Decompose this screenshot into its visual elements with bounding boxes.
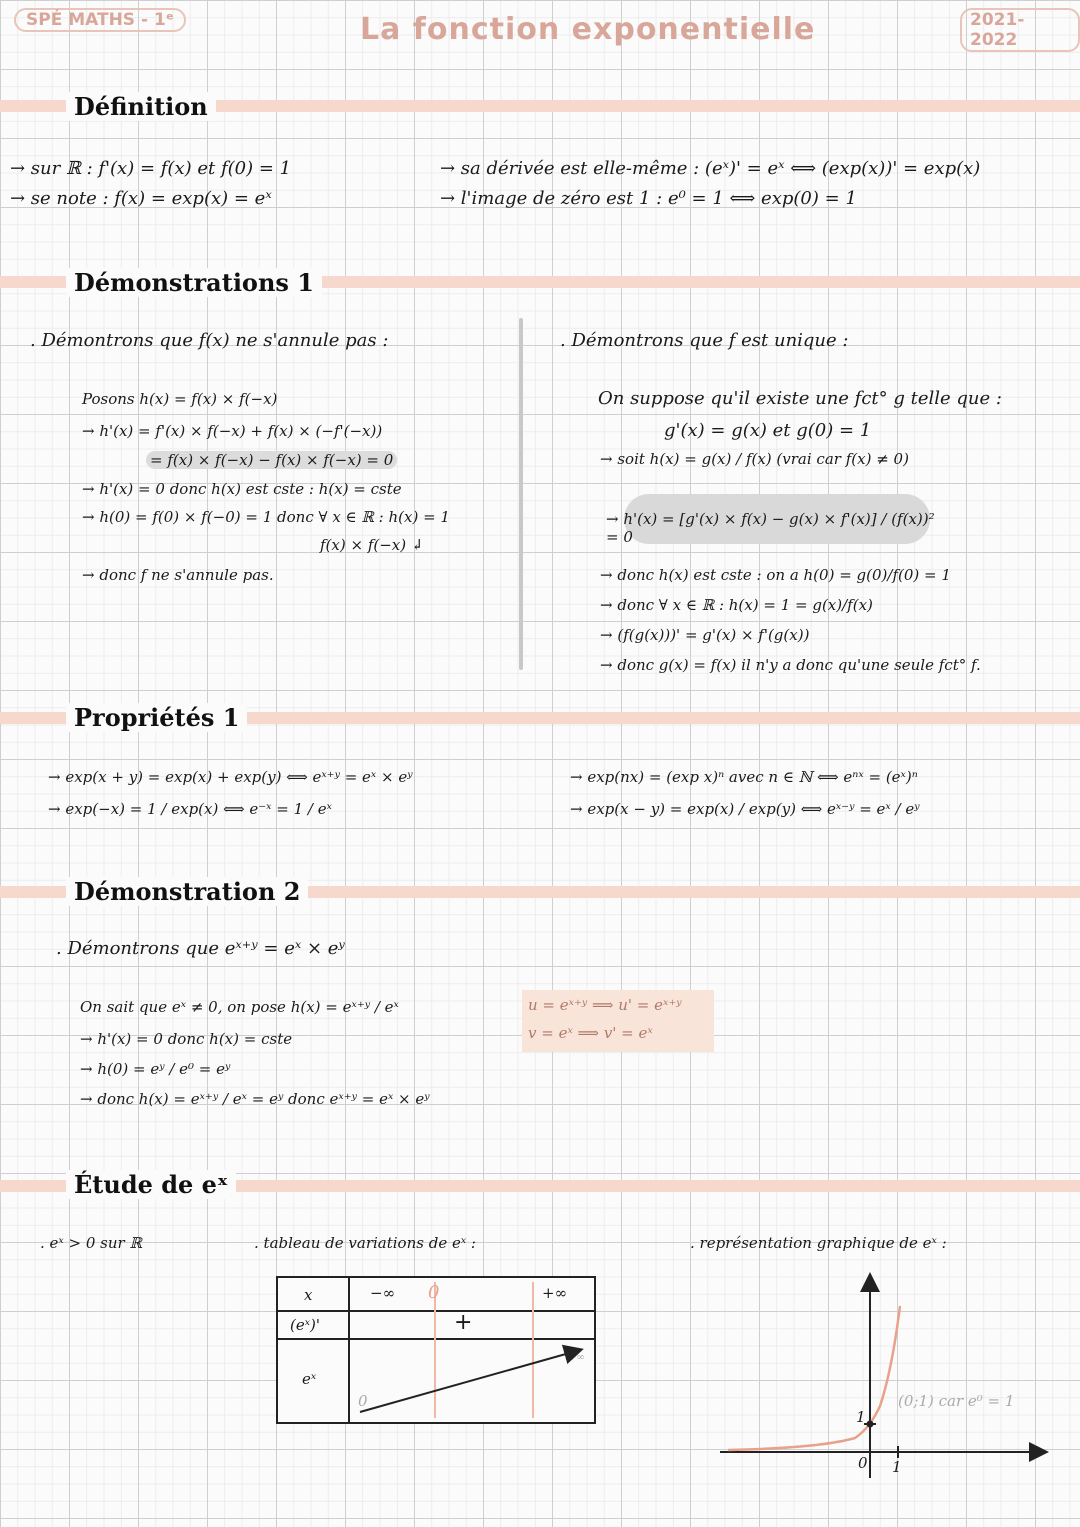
heading-demo2: Démonstration 2 xyxy=(66,877,308,906)
table-zero: 0 xyxy=(428,1282,440,1303)
definition-right-line2: → l'image de zéro est 1 : e⁰ = 1 ⟺ exp(0) = 1 xyxy=(440,188,857,209)
table-low-value: 0 xyxy=(358,1392,368,1410)
variation-table-title: . tableau de variations de eˣ : xyxy=(254,1234,476,1252)
demo1-left-line: → h(0) = f(0) × f(−0) = 1 donc ∀ x ∈ ℝ : h(x) = 1 xyxy=(82,508,450,526)
heading-props1: Propriétés 1 xyxy=(66,703,247,732)
demo1-left-line: Posons h(x) = f(x) × f(−x) xyxy=(82,390,278,408)
variation-table xyxy=(276,1276,596,1424)
table-row-x: x xyxy=(304,1286,313,1304)
table-row-function: eˣ xyxy=(302,1370,317,1388)
demo1-right-line: On suppose qu'il existe une fct° g telle que : xyxy=(598,388,1002,409)
sidenote-v: v = eˣ ⟹ v' = eˣ xyxy=(528,1024,653,1042)
column-divider xyxy=(519,318,523,670)
demo2-line: → h(0) = eʸ / e⁰ = eʸ xyxy=(80,1060,231,1078)
heading-demo1: Démonstrations 1 xyxy=(66,268,322,297)
course-label: SPÉ MATHS - 1ᵉ xyxy=(14,8,186,32)
demo1-right-title: . Démontrons que f est unique : xyxy=(560,330,849,351)
demo2-line: → donc h(x) = eˣ⁺ʸ / eˣ = eʸ donc eˣ⁺ʸ = eˣ × eʸ xyxy=(80,1090,430,1108)
graph-point-label: (0;1) car e⁰ = 1 xyxy=(898,1392,1015,1410)
demo1-right-line: → h'(x) = [g'(x) × f(x) − g(x) × f'(x)] / (f(x))² = 0 xyxy=(606,510,935,546)
increasing-arrow xyxy=(350,1340,594,1422)
graph-x-tick-label: 1 xyxy=(892,1458,902,1476)
demo1-left-line: f(x) × f(−x) ↲ xyxy=(320,536,424,554)
props1-right-line2: → exp(x − y) = exp(x) / exp(y) ⟺ eˣ⁻ʸ = eˣ / eʸ xyxy=(570,800,920,818)
heading-definition: Définition xyxy=(66,92,216,121)
demo1-left-title: . Démontrons que f(x) ne s'annule pas : xyxy=(30,330,389,351)
demo1-left-line: → h'(x) = 0 donc h(x) est cste : h(x) = cste xyxy=(82,480,402,498)
derivative-sign: + xyxy=(454,1310,473,1335)
demo1-right-line: → soit h(x) = g(x) / f(x) (vrai car f(x) ≠ 0) xyxy=(600,450,909,468)
demo1-right-line: → (f(g(x)))' = g'(x) × f'(g(x)) xyxy=(600,626,810,644)
props1-left-line1: → exp(x + y) = exp(x) + exp(y) ⟺ eˣ⁺ʸ = eˣ × eʸ xyxy=(48,768,413,786)
sidenote-u: u = eˣ⁺ʸ ⟹ u' = eˣ⁺ʸ xyxy=(528,996,682,1014)
demo1-right-line: → donc g(x) = f(x) il n'y a donc qu'une seule fct° f. xyxy=(600,656,981,674)
table-minus-infinity: −∞ xyxy=(370,1284,396,1302)
graph-origin-label: 0 xyxy=(858,1454,868,1472)
demo1-right-line: g'(x) = g(x) et g(0) = 1 xyxy=(664,420,872,441)
demo1-right-line: → donc ∀ x ∈ ℝ : h(x) = 1 = g(x)/f(x) xyxy=(600,596,873,614)
graph-y-tick-label: 1 xyxy=(856,1408,866,1426)
definition-right-line1: → sa dérivée est elle-même : (eˣ)' = eˣ ⟺ (exp(x))' = exp(x) xyxy=(440,158,981,179)
page-title: La fonction exponentielle xyxy=(360,12,816,47)
school-year: 2021-2022 xyxy=(960,8,1080,52)
demo1-left-line: = f(x) × f(−x) − f(x) × f(−x) = 0 xyxy=(146,451,397,469)
demo1-left-line: → h'(x) = f'(x) × f(−x) + f(x) × (−f'(−x)) xyxy=(82,422,383,440)
exp-curve xyxy=(728,1306,900,1450)
table-plus-infinity: +∞ xyxy=(542,1284,568,1302)
positivity-note: . eˣ > 0 sur ℝ xyxy=(40,1234,142,1252)
definition-left-line1: → sur ℝ : f'(x) = f(x) et f(0) = 1 xyxy=(10,158,292,179)
demo1-left-line: → donc f ne s'annule pas. xyxy=(82,566,274,584)
exp-graph xyxy=(720,1266,1060,1481)
heading-study: Étude de eˣ xyxy=(66,1170,236,1199)
demo1-right-line: → donc h(x) est cste : on a h(0) = g(0)/f(0) = 1 xyxy=(600,566,951,584)
table-row-derivative: (eˣ)' xyxy=(290,1316,321,1334)
demo2-line: On sait que eˣ ≠ 0, on pose h(x) = eˣ⁺ʸ / eˣ xyxy=(80,998,399,1016)
demo2-line: → h'(x) = 0 donc h(x) = cste xyxy=(80,1030,293,1048)
props1-left-line2: → exp(−x) = 1 / exp(x) ⟺ e⁻ˣ = 1 / eˣ xyxy=(48,800,332,818)
definition-left-line2: → se note : f(x) = exp(x) = eˣ xyxy=(10,188,272,209)
point-0-1 xyxy=(867,1421,874,1428)
table-high-value: +∞ xyxy=(568,1352,585,1363)
demo2-title: . Démontrons que eˣ⁺ʸ = eˣ × eʸ xyxy=(56,938,345,959)
graph-title: . représentation graphique de eˣ : xyxy=(690,1234,947,1252)
props1-right-line1: → exp(nx) = (exp x)ⁿ avec n ∈ ℕ ⟺ eⁿˣ = (eˣ)ⁿ xyxy=(570,768,918,786)
